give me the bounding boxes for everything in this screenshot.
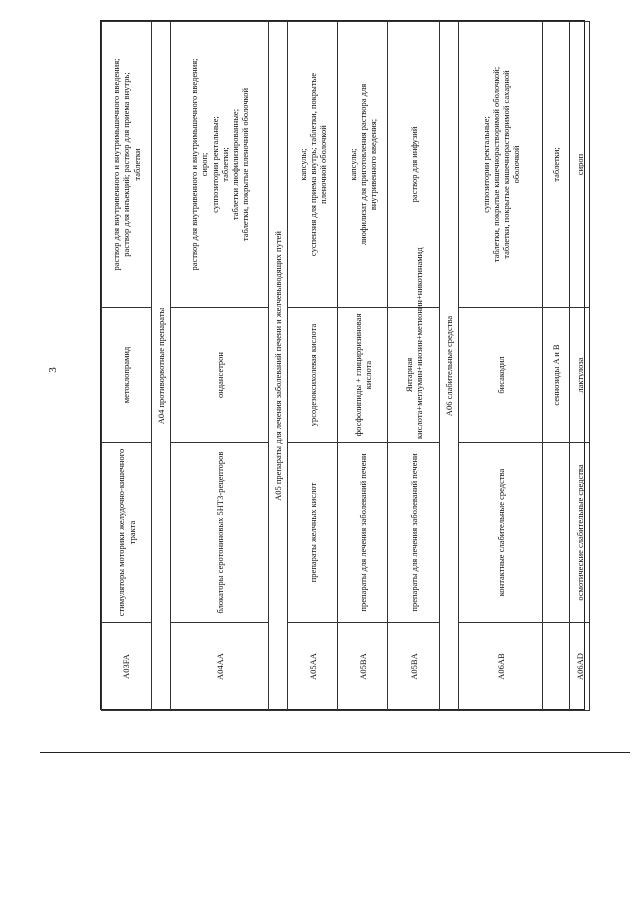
cell-inn: бисакодил <box>459 308 543 443</box>
section-header: A05 препараты для лечения заболеваний печени и желчевыводящих путей <box>269 22 288 711</box>
dosage-form: сироп <box>574 153 585 176</box>
cell-forms <box>338 22 388 308</box>
dosage-form: таблетки; <box>551 147 562 182</box>
cell-forms <box>543 22 570 308</box>
page-number: 3 <box>46 367 59 373</box>
dosage-form: капсулы; <box>347 148 358 181</box>
dosage-form: раствор для внутривенного и внутримышечного введения; <box>111 58 122 271</box>
section-header: A06 слабительные средства <box>440 22 459 711</box>
dosage-form: раствор для внутривенного и внутримышечного введения; <box>189 58 200 271</box>
section-header: A04 противорвотные препараты <box>152 22 171 711</box>
cell-code: A05BA <box>338 623 388 711</box>
cell-forms <box>459 22 543 308</box>
dosage-form: оболочкой <box>510 145 521 184</box>
cell-group: контактные слабительные средства <box>459 443 543 623</box>
dosage-form: внутривенного введения; <box>367 118 378 211</box>
dosage-form: суппозитории ректальные; <box>209 116 220 213</box>
cell-inn: лактулоза <box>570 308 590 443</box>
cell-group: препараты для лечения заболеваний печени <box>338 443 388 623</box>
cell-code <box>543 623 570 711</box>
dosage-form: таблетки, покрытые кишечнорастворимой оболочкой; <box>490 66 501 263</box>
cell-group: осмотические слабительные средства <box>570 443 590 623</box>
cell-group: блокаторы серотониновых 5НТ3-рецепторов <box>171 443 269 623</box>
cell-inn: ондансетрон <box>171 308 269 443</box>
page-separator <box>40 752 630 753</box>
dosage-form: сироп; <box>199 152 210 177</box>
dosage-form: таблетки <box>131 148 142 181</box>
dosage-form: лиофилизат для приготовления раствора для <box>357 83 368 246</box>
cell-forms <box>570 22 590 308</box>
dosage-form: пленочной оболочкой <box>317 125 328 204</box>
dosage-form: капсулы; <box>297 148 308 181</box>
dosage-form: раствор для инфузий <box>408 126 419 203</box>
dosage-form: таблетки; <box>219 147 230 182</box>
dosage-form: таблетки лиофилизированные; <box>229 108 240 221</box>
dosage-form: таблетки, покрытые пленочной оболочкой <box>239 87 250 242</box>
cell-inn: фосфолипиды + глицирризиновая кислота <box>338 308 388 443</box>
dosage-form: суспензия для приема внутрь; таблетки, покрытые <box>307 72 318 257</box>
dosage-form: суппозитории ректальные; <box>480 116 491 213</box>
cell-inn: сеннозиды A и B <box>543 308 570 443</box>
cell-code: A05BA <box>388 623 440 711</box>
cell-inn: Янтарная кислота+меглумин+инозин+метионин+никотинамид <box>388 308 440 443</box>
cell-code: A06AB <box>459 623 543 711</box>
cell-code: A05AA <box>288 623 338 711</box>
cell-inn: метоклопрамид <box>102 308 152 443</box>
dosage-form: раствор для инъекций; раствор для приема внутрь; <box>121 72 132 257</box>
cell-code: A03FA <box>102 623 152 711</box>
cell-forms <box>288 22 338 308</box>
cell-group: стимуляторы моторики желудочно-кишечного тракта <box>102 443 152 623</box>
cell-code: A04AA <box>171 623 269 711</box>
cell-forms <box>171 22 269 308</box>
drug-table <box>100 20 585 710</box>
cell-code: A06AD <box>570 623 590 711</box>
cell-group <box>543 443 570 623</box>
dosage-form: таблетки, покрытые кишечнорастворимой сахарной <box>500 70 511 259</box>
cell-inn: урсодезоксихолевая кислота <box>288 308 338 443</box>
cell-group: препараты желчных кислот <box>288 443 338 623</box>
cell-forms <box>102 22 152 308</box>
cell-group: препараты для лечения заболеваний печени <box>388 443 440 623</box>
